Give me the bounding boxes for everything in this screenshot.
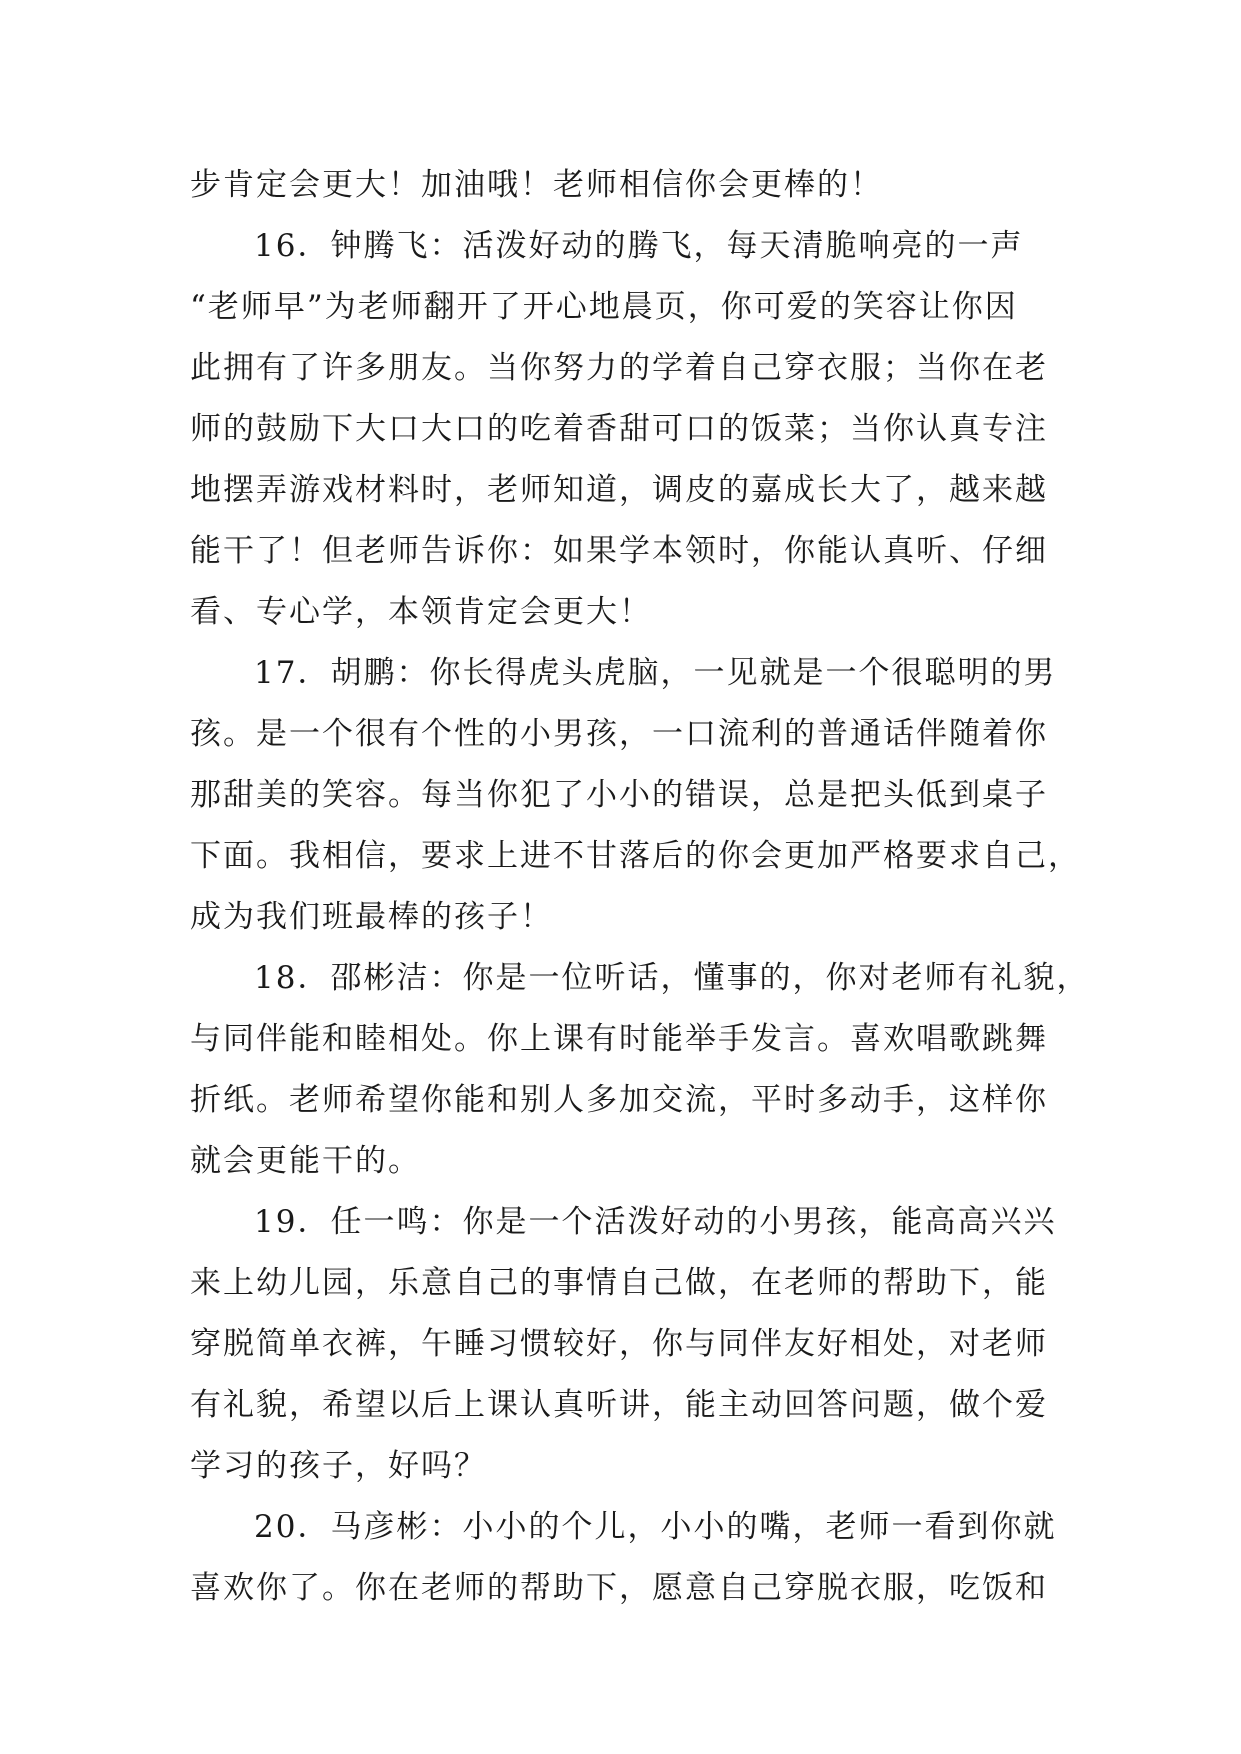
text-line: 成为我们班最棒的孩子！ bbox=[190, 899, 553, 935]
text-line: 地摆弄游戏材料时，老师知道，调皮的嘉成长大了，越来越 bbox=[190, 472, 1048, 508]
text-line: 孩。是一个很有个性的小男孩，一口流利的普通话伴随着你 bbox=[190, 716, 1048, 752]
text-line: 与同伴能和睦相处。你上课有时能举手发言。喜欢唱歌跳舞 bbox=[190, 1021, 1048, 1057]
text-line: 步肯定会更大！加油哦！老师相信你会更棒的！ bbox=[190, 167, 883, 203]
paragraph-16-first-line: 16．钟腾飞：活泼好动的腾飞，每天清脆响亮的一声 bbox=[254, 228, 1024, 264]
paragraph-17-first-line: 17．胡鹏：你长得虎头虎脑，一见就是一个很聪明的男 bbox=[254, 655, 1057, 691]
paragraph-20-first-line: 20．马彦彬：小小的个儿，小小的嘴，老师一看到你就 bbox=[254, 1509, 1057, 1545]
text-line: 穿脱简单衣裤，午睡习惯较好，你与同伴友好相处，对老师 bbox=[190, 1326, 1048, 1362]
paragraph-19-first-line: 19．任一鸣：你是一个活泼好动的小男孩，能高高兴兴 bbox=[254, 1204, 1057, 1240]
text-line: 折纸。老师希望你能和别人多加交流，平时多动手，这样你 bbox=[190, 1082, 1048, 1118]
text-line: 喜欢你了。你在老师的帮助下，愿意自己穿脱衣服，吃饭和 bbox=[190, 1570, 1048, 1606]
text-line: 学习的孩子，好吗？ bbox=[190, 1448, 487, 1484]
text-line: 师的鼓励下大口大口的吃着香甜可口的饭菜；当你认真专注 bbox=[190, 411, 1048, 447]
text-line: 有礼貌，希望以后上课认真听讲，能主动回答问题，做个爱 bbox=[190, 1387, 1048, 1423]
body-text bbox=[190, 155, 1090, 1619]
text-line: 就会更能干的。 bbox=[190, 1143, 421, 1179]
text-line: 来上幼儿园，乐意自己的事情自己做，在老师的帮助下，能 bbox=[190, 1265, 1048, 1301]
text-line: 看、专心学，本领肯定会更大！ bbox=[190, 594, 652, 630]
text-line: “老师早”为老师翻开了开心地晨页，你可爱的笑容让你因 bbox=[190, 289, 1018, 325]
text-line: 下面。我相信，要求上进不甘落后的你会更加严格要求自己， bbox=[190, 838, 1081, 874]
text-line: 此拥有了许多朋友。当你努力的学着自己穿衣服；当你在老 bbox=[190, 350, 1048, 386]
paragraph-18-first-line: 18．邵彬洁：你是一位听话，懂事的，你对老师有礼貌， bbox=[254, 960, 1090, 996]
text-line: 那甜美的笑容。每当你犯了小小的错误，总是把头低到桌子 bbox=[190, 777, 1048, 813]
text-line: 能干了！但老师告诉你：如果学本领时，你能认真听、仔细 bbox=[190, 533, 1048, 569]
